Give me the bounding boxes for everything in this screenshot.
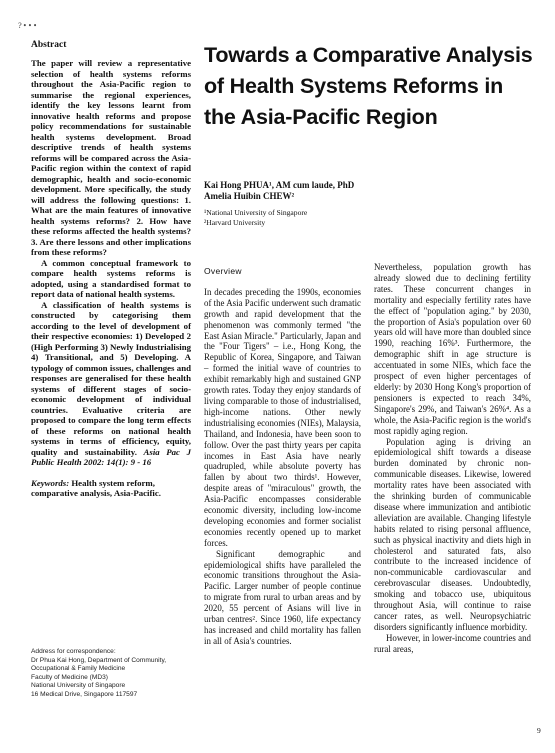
correspondence-line: Dr Phua Kai Hong, Department of Community, [31, 656, 167, 664]
body-paragraph: Significant demographic and epidemiological shifts have paralleled the economic transitions throughout the Asia-Pacific. Larger number of people continue to migrate from rural to urban areas and by 2020, 55 percent of Asians will live in urban centres². Since 1960, life expectancy has increased and child mortality has fallen in all of Asia's countries. [204, 548, 361, 646]
body-paragraph: Nevertheless, population growth has already slowed due to declining fertility rates. These concurrent changes in mortality and especially fertility rates have the effect of "population aging." by 2030, the proportion of Asia's population over 60 years old will have more than doubled since 1990, reaching 16%³. Furthermore, the demographic shift in age structure is accentuated in some NIEs, which face the prospect of even higher percentages of elderly: by 2030 Hong Kong's proportion of pensioners is expected to reach 34%, Singapore's 29%, and Taiwan's 26%⁴. As a whole, the Asia-Pacific region is the world's most rapidly aging region. [374, 262, 531, 436]
author-line: Kai Hong PHUA¹, AM cum laude, PhD [204, 180, 355, 190]
abstract-heading: Abstract [31, 40, 67, 50]
body-paragraph: Population aging is driving an epidemiological shift towards a disease burden dominated by chronic non-communicable diseases. Likewise, lowered mortality rates have been associated with the shrinking burden of communicable disease where immunization and antibiotic alleviation are available. Changing lifestyle habits related to rising personal affluence, such as physical inactivity and diets high in cholesterol and saturated fats, also contribute to the increased incidence of non-communicable cardiovascular and cerebrovascular diseases. Undoubtedly, smoking and tobacco use, ubiquitous throughout Asia, will continue to raise cancer rates, as well. Neuropsychiatric disorders significantly influence morbidity. [374, 436, 531, 632]
abstract-paragraph [31, 300, 191, 468]
keywords [31, 478, 191, 499]
page-number: 9 [537, 726, 541, 735]
keywords-text: Health system reform, comparative analysis, Asia-Pacific. [31, 477, 161, 498]
author-line: Amelia Huibin CHEW² [204, 191, 295, 201]
keywords-label: Keywords: [31, 477, 70, 488]
corner-mark: ?••• [18, 22, 39, 30]
abstract-paragraph: A common conceptual framework to compare health systems reforms is adopted, using a standardised format to report data of national health systems. [31, 257, 191, 299]
correspondence-line: Occupational & Family Medicine [31, 665, 126, 673]
body-paragraph: However, in lower-income countries and rural areas, [374, 632, 531, 654]
correspondence-line: 16 Medical Drive, Singapore 117597 [31, 690, 138, 698]
author-list [204, 180, 534, 202]
abstract-column [31, 40, 191, 499]
correspondence-address [31, 648, 191, 700]
correspondence-line: National University of Singapore [31, 682, 126, 690]
article-title: Towards a Comparative Analysis of Health Systems Reforms in the Asia-Pacific Region [204, 43, 533, 129]
body-paragraph: In decades preceding the 1990s, economies of the Asia Pacific underwent such dramatic growth and rapid development that the phenomenon was commonly termed "the East Asian Miracle." Particularly, Japan and the "Four Tigers" – i.e., Hong Kong, the Republic of Korea, Singapore, and Taiwan – formed the initial wave of countries to exhibit remarkably high and sustained GNP growth rates. Today they enjoy standards of living comparable to those of industrialised, high-income nations. Other newly industrialising economies (NIEs), Malaysia, Thailand, and Indonesia, have been soon to follow. Over the past thirty years per capita incomes in East Asia have nearly quadrupled, while absolute poverty has fallen by about two thirds¹. However, despite areas of "miraculous" growth, the Asia-Pacific encompasses considerable economic diversity, including low-income developing economies and former socialist economies recently opened up to market forces. [204, 286, 361, 548]
journal-citation: Asia Pac J Public Health 2002: 14(1): 9 - 16 [31, 446, 191, 467]
correspondence-line: Faculty of Medicine (MD3) [31, 673, 108, 681]
affiliation-line: ¹National University of Singapore [204, 208, 308, 217]
abstract-body [31, 58, 191, 468]
abstract-paragraph-text: A classification of health systems is constructed by categorising them according to the level of development of their respective economies: 1) Developed 2 (High Performing 3) Newly Industrialising 4) Transitional, and 5) Developing. A typology of common issues, challenges and responses are generalised for these health systems of different stages of socio-economic development of individual countries. Evaluative criteria are proposed to compare the long term effects of these reforms on national health systems in terms of efficiency, equity, quality and sustainability. [31, 299, 191, 457]
correspondence-line: Address for correspondence: [31, 648, 116, 655]
body-column-right [374, 262, 531, 655]
affiliation-line: ²Harvard University [204, 218, 266, 227]
section-heading-overview: Overview [204, 266, 242, 276]
affiliations [204, 208, 534, 228]
body-column-left [204, 266, 361, 647]
abstract-paragraph: The paper will review a representative selection of health systems reforms throughout the Asia-Pacific region to summarise the regional experiences, identify the key lessons learnt from innovative health reforms and propose policy recommendations for sustainable health systems development. Broad descriptive trends of health systems reforms will be compared across the Asia-Pacific region within the context of rapid demographic, health and socio-economic development. More specifically, the study will address the following questions: 1. What are the main features of innovative health systems reforms? 2. How have these reforms affected the health systems? 3. Are there lessons and other implications from these reforms? [31, 58, 191, 257]
